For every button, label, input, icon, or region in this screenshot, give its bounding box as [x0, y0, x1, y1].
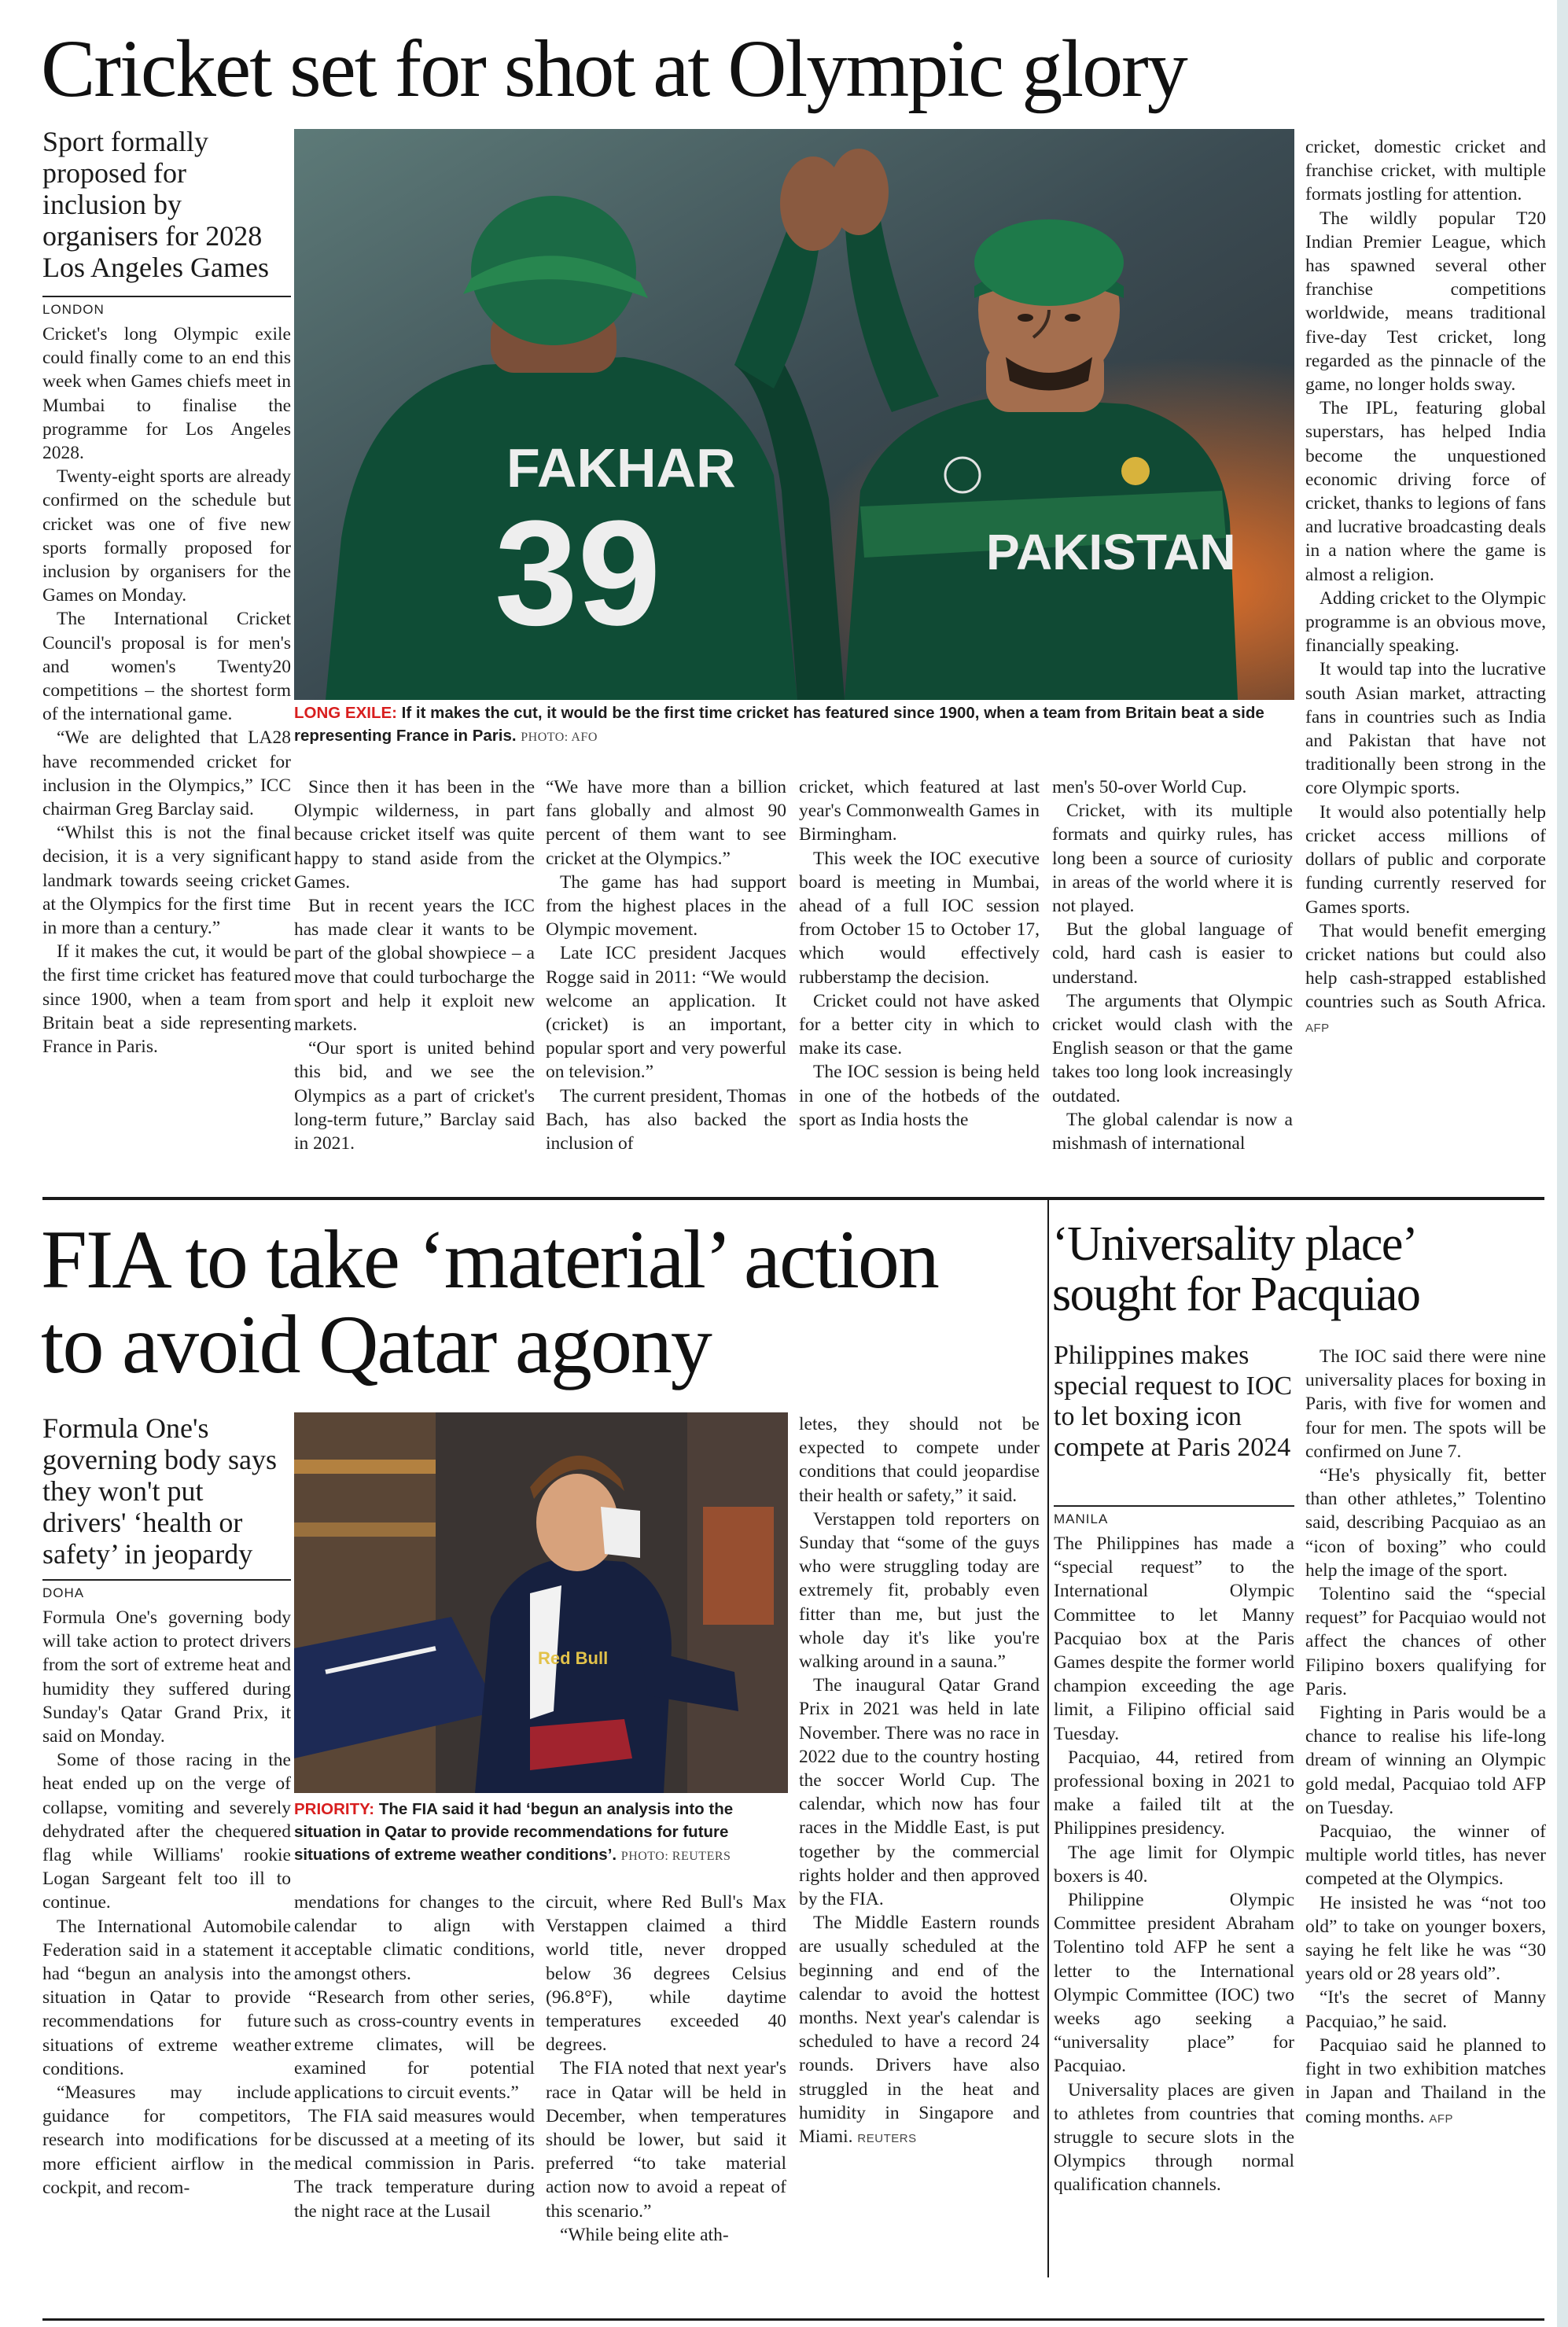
fia-dateline: DOHA	[42, 1579, 291, 1601]
paragraph: The game has had support from the highest places in the Olympic movement.	[546, 871, 786, 941]
paragraph: Fighting in Paris would be a chance to realise his life-long dream of winning an Olympic gold medal, Pacquiao told AFP on Tuesday.	[1305, 1703, 1546, 1818]
cricket-col-4	[799, 775, 1040, 1132]
paragraph: Late ICC president Jacques Rogge said in 2011: “We would welcome an application. It (cricket) is an important, popular sport and very powerful on television.”	[546, 943, 786, 1083]
paragraph: The International Cricket Council's proposal is for men's and women's Twenty20 competitions – the shortest form of the international game.	[42, 609, 291, 725]
paragraph: Pacquiao said he planned to fight in two exhibition matches in Japan and Thailand in the coming months.	[1305, 2034, 1546, 2127]
pacquiao-col-2	[1305, 1345, 1546, 2131]
pacquiao-deck: Philippines makes special request to IOC to let boxing icon compete at Paris 2024	[1054, 1341, 1293, 1462]
cricket-col-3	[546, 775, 786, 1155]
paragraph: The arguments that Olympic cricket would clash with the English season or that the game takes too long look increasingly outdated.	[1052, 990, 1293, 1106]
paragraph: “Our sport is united behind this bid, and we see the Olympics as a part of cricket's long-term future,” Barclay said in 2021.	[294, 1038, 535, 1154]
paragraph: “We have more than a billion fans globally and almost 90 percent of them want to see cricket at the Olympics.”	[546, 777, 786, 869]
cricket-photo	[294, 129, 1294, 700]
paragraph: “Whilst this is not the final decision, it is a very significant landmark towards seeing cricket at the Olympics for the first time in more than a century.”	[42, 823, 291, 939]
paragraph: But the global language of cold, hard cash is easier to understand.	[1052, 919, 1293, 988]
fia-photo	[294, 1412, 788, 1793]
pacquiao-headline	[1052, 1219, 1419, 1320]
fia-col-1	[42, 1606, 291, 2200]
pacquiao-credit: AFP	[1429, 2112, 1454, 2126]
cricket-headline: Cricket set for shot at Olympic glory	[41, 24, 1187, 114]
pacquiao-col-1	[1054, 1532, 1294, 2197]
paragraph: letes, they should not be expected to compete under conditions that could jeopardise their health or safety,” it said.	[799, 1414, 1040, 1506]
fia-caption	[294, 1798, 788, 1868]
paragraph: The wildly popular T20 Indian Premier League, which has spawned several other franchise competitions worldwide, means traditional five-day Test cricket, long regarded as the pinnacle of the game, no longer holds sway.	[1305, 208, 1546, 396]
paragraph: It would tap into the lucrative south Asian market, attracting fans in countries such as India and Pakistan that have not traditionally been strong in the core Olympic sports.	[1305, 659, 1546, 799]
paragraph: mendations for changes to the calendar to align with acceptable climatic conditions, amongst others.	[294, 1892, 535, 1984]
paragraph: Twenty-eight sports are already confirmed on the schedule but cricket was one of five new sports formally proposed for inclusion by organisers for the Games on Monday.	[42, 466, 291, 606]
paragraph: cricket, which featured at last year's Commonwealth Games in Birmingham.	[799, 777, 1040, 845]
paragraph: The age limit for Olympic boxers is 40.	[1054, 1842, 1294, 1887]
paragraph: The IOC session is being held in one of the hotbeds of the sport as India hosts the	[799, 1062, 1040, 1130]
column-rule	[1047, 1200, 1049, 2277]
fia-caption-label: PRIORITY:	[294, 1800, 375, 1818]
paragraph: Since then it has been in the Olympic wilderness, in part because cricket itself was quite happy to stand aside from the Games.	[294, 777, 535, 893]
paragraph: The IOC said there were nine universality places for boxing in Paris, with five for women and four for men. The spots will be confirmed on June 7.	[1305, 1346, 1546, 1462]
section-rule	[42, 1197, 1544, 1200]
fia-headline-line-1: FIA to take ‘material’ action	[41, 1213, 938, 1305]
suit-brand-text: Red Bull	[538, 1648, 609, 1668]
paragraph: The current president, Thomas Bach, has also backed the inclusion of	[546, 1085, 787, 1154]
cricket-col-2	[294, 775, 535, 1155]
paragraph: The FIA noted that next year's race in Qatar will be held in December, when temperatures should be lower, but said it preferred “to take material action now to avoid a repeat of this scenario.”	[546, 2058, 786, 2222]
pacquiao-headline-line-2: sought for Pacquiao	[1052, 1268, 1420, 1321]
paragraph: That would benefit emerging cricket nations but could also help cash-strapped established countries such as South Africa.	[1305, 920, 1546, 1013]
cricket-caption-text: If it makes the cut, it would be the first time cricket has featured since 1900, when a team from Britain beat a side representing France in Paris.	[294, 704, 1264, 745]
paragraph: Pacquiao, the winner of multiple world titles, has never competed at the Olympics.	[1305, 1821, 1546, 1890]
fia-photo-credit: PHOTO: REUTERS	[620, 1850, 731, 1863]
paragraph: “He's physically fit, better than other athletes,” Tolentino said, describing Pacquiao as an “icon of boxing” who could help the image of the sport.	[1305, 1465, 1546, 1581]
paragraph: The global calendar is now a mishmash of international	[1052, 1109, 1293, 1154]
paragraph: Cricket's long Olympic exile could finally come to an end this week when Games chiefs meet in Mumbai to finalise the programme for Los Angeles 2028.	[42, 324, 291, 464]
paragraph: Pacquiao, 44, retired from professional boxing in 2021 to make a failed tilt at the Philippines presidency.	[1054, 1747, 1294, 1839]
paragraph: Verstappen told reporters on Sunday that “some of the guys who were struggling today are extremely fit, probably even fitter than me, but just the whole day it's like you're walking around in a sauna.”	[799, 1508, 1040, 1673]
cricket-col-6	[1305, 135, 1546, 1040]
paragraph: The inaugural Qatar Grand Prix in 2021 was held in late November. There was no race in 2022 due to the country hosting the soccer World Cup. The calendar, which now has four races in the Middle East, is put together by the commercial rights holder and then approved by the FIA.	[799, 1675, 1040, 1910]
paragraph: men's 50-over World Cup.	[1052, 777, 1247, 797]
cricket-credit: AFP	[1305, 1021, 1330, 1035]
paragraph: circuit, where Red Bull's Max Verstappen claimed a third world title, never dropped below 36 degrees Celsius (96.8°F), while daytime temperatures exceeded 40 degrees.	[546, 1892, 786, 2056]
cricket-dateline: LONDON	[42, 296, 291, 318]
jersey-team-text: PAKISTAN	[986, 524, 1236, 580]
paragraph: Formula One's governing body will take action to protect drivers from the sort of extreme heat and humidity they suffered during Sunday's Qatar Grand Prix, it said on Monday.	[42, 1607, 291, 1747]
cricket-photo-credit: PHOTO: AFO	[521, 731, 598, 744]
paragraph: “Research from other series, such as cross-country events in extreme climates, will be examined for potential applications to circuit events.”	[294, 1986, 535, 2103]
paragraph: Universality places are given to athletes from countries that struggle to secure slots in the Olympics through normal qualification channels.	[1054, 2079, 1294, 2196]
fia-credit: REUTERS	[857, 2132, 917, 2146]
paragraph: The International Automobile Federation said in a statement it had “begun an analysis into the situation in Qatar to provide recommendations for future situations of extreme weather conditions.	[42, 1916, 291, 2079]
fia-col-3	[546, 1891, 786, 2247]
fia-deck: Formula One's governing body says they won't put drivers' ‘health or safety’ in jeopardy	[42, 1412, 277, 1570]
fia-col-2	[294, 1891, 535, 2223]
paragraph: The IPL, featuring global superstars, has helped India become the unquestioned economic driving force of cricket, thanks to legions of fans and lucrative broadcasting deals in a nation where the game is almost a religion.	[1305, 398, 1546, 585]
paragraph: Philippine Olympic Committee president Abraham Tolentino told AFP he sent a letter to the International Olympic Committee (IOC) two weeks ago seeking a “universality place” for Pacquiao.	[1054, 1890, 1294, 2077]
pacquiao-headline-line-1: ‘Universality place’	[1052, 1217, 1418, 1271]
paragraph: It would also potentially help cricket access millions of dollars of public and corporate funding currently reserved for Games sports.	[1305, 801, 1546, 918]
paragraph: But in recent years the ICC has made clear it wants to be part of the global showpiece – a move that could turbocharge the sport and help it exploit new markets.	[294, 896, 535, 1036]
cricket-photo-illustration	[294, 129, 1294, 700]
paragraph: “We are delighted that LA28 have recommended cricket for inclusion in the Olympics,” ICC chairman Greg Barclay said.	[42, 727, 291, 820]
paragraph: “While being elite ath-	[560, 2224, 729, 2245]
paragraph: Some of those racing in the heat ended up on the verge of collapse, vomiting and severely dehydrated after the chequered flag while Williams' rookie Logan Sargeant felt too ill to continue.	[42, 1750, 291, 1913]
paragraph: He insisted he was “not too old” to take on younger boxers, saying he felt like he was “30 years old or 28 years old”.	[1305, 1892, 1546, 1985]
cricket-col-1	[42, 322, 291, 1059]
paragraph: The Philippines has made a “special request” to the International Olympic Committee to let Manny Pacquiao box at the Paris Games despite the former world champion exceeding the age limit, a Filipino official said Tuesday.	[1054, 1534, 1294, 1744]
paragraph: The FIA said measures would be discussed at a meeting of its medical commission in Paris. The track temperature during the night race at the Lusail	[294, 2105, 535, 2222]
jersey-name-text: FAKHAR	[506, 437, 736, 499]
fia-headline	[41, 1213, 938, 1390]
paragraph: The Middle Eastern rounds are usually scheduled at the beginning and end of the calendar to avoid the hottest months. Next year's calendar is scheduled to have a record 24 rounds. Drivers have also struggled in the heat and humidity in Singapore and Miami.	[799, 1913, 1040, 2148]
fia-photo-illustration	[294, 1412, 788, 1793]
paragraph: cricket, domestic cricket and franchise cricket, with multiple formats jostling for attention.	[1305, 137, 1546, 205]
bottom-rule	[42, 2318, 1544, 2321]
paragraph: This week the IOC executive board is meeting in Mumbai, ahead of a full IOC session from October 15 to October 17, which would effectively rubberstamp the decision.	[799, 848, 1040, 988]
fia-headline-line-2: to avoid Qatar agony	[41, 1298, 711, 1390]
cricket-caption-label: LONG EXILE:	[294, 704, 397, 722]
paragraph: Tolentino said the “special request” for Pacquiao would not affect the chances of other Filipino boxers qualifying for Paris.	[1305, 1584, 1546, 1699]
fia-col-4	[799, 1412, 1040, 2151]
cricket-deck: Sport formally proposed for inclusion by organisers for 2028 Los Angeles Games	[42, 126, 269, 283]
paragraph: “Measures may include guidance for competitors, research into modifications for more efficient airflow in the cockpit, and recom-	[42, 2082, 291, 2198]
jersey-number-text: 39	[495, 490, 661, 657]
fia-caption-text: The FIA said it had ‘begun an analysis into the situation in Qatar to provide recommendations for future situations of extreme weather conditions’.	[294, 1800, 734, 1864]
pacquiao-dateline: MANILA	[1054, 1505, 1294, 1527]
paragraph: Adding cricket to the Olympic programme is an obvious move, financially speaking.	[1305, 587, 1546, 657]
paragraph: Cricket, with its multiple formats and quirky rules, has long been a source of curiosity in areas of the world where it is not played.	[1052, 801, 1293, 917]
paragraph: Cricket could not have asked for a better city in which to make its case.	[799, 990, 1040, 1059]
paragraph: “It's the secret of Manny Pacquiao,” he said.	[1305, 1987, 1546, 2032]
cricket-caption	[294, 701, 1294, 749]
paragraph: If it makes the cut, it would be the first time cricket has featured since 1900, when a team from Britain beat a side representing France in Paris.	[42, 941, 291, 1058]
right-edge-marker	[1557, 0, 1568, 2327]
cricket-col-5	[1052, 775, 1293, 1155]
